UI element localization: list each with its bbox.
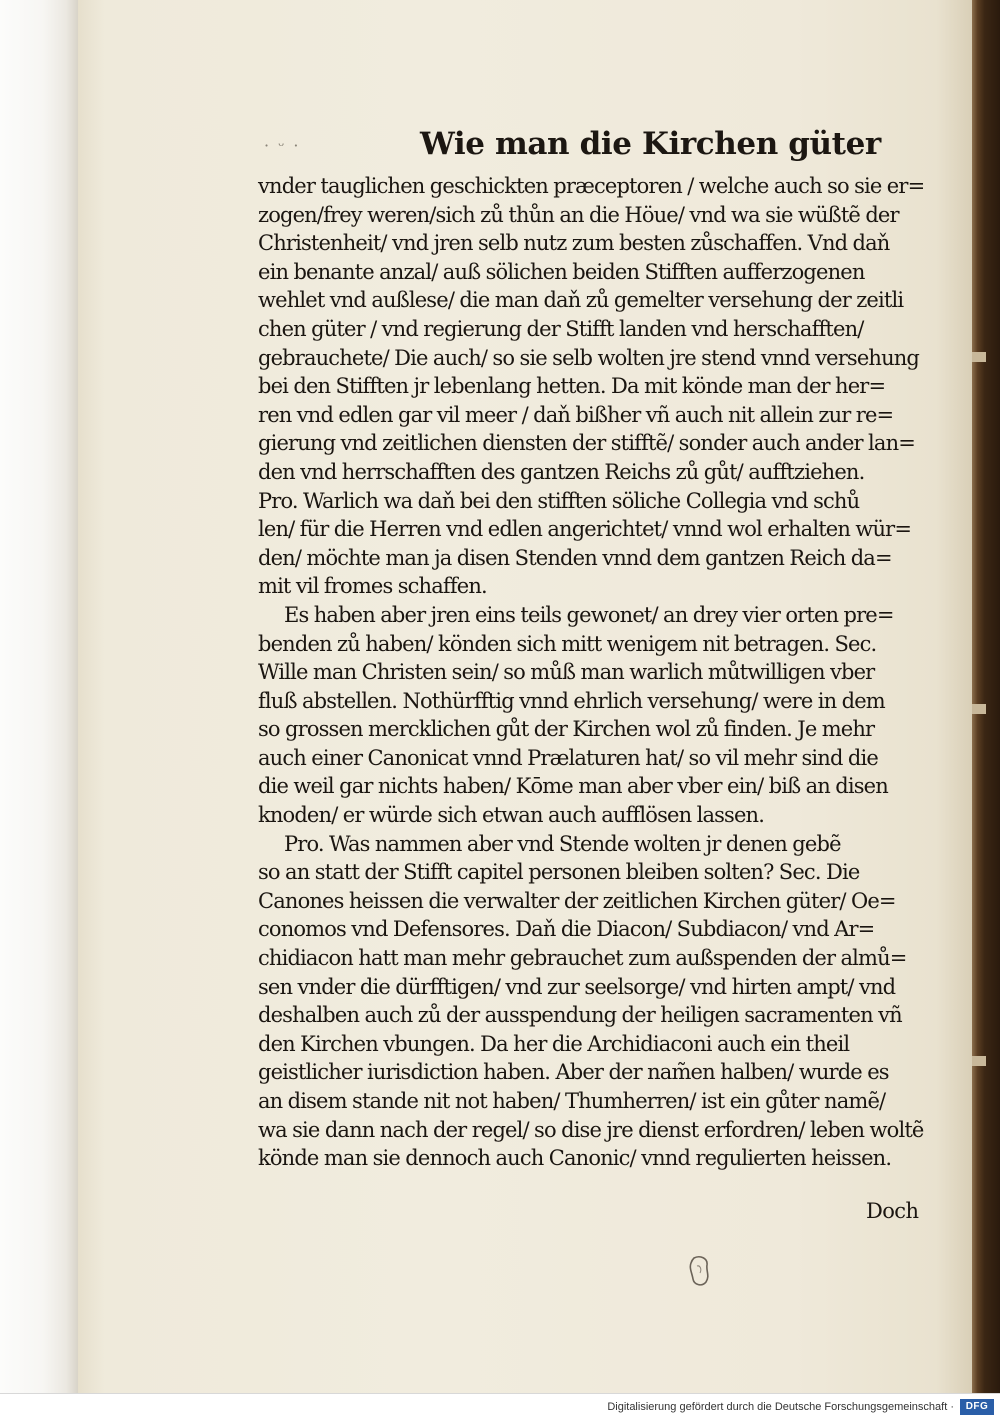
scan-margin [0,0,78,1393]
head-ornament-mark: · ᵕ · [264,136,301,155]
dfg-logo: DFG [960,1399,994,1415]
page-edge-notch [972,1056,986,1066]
text-line: könde man sie dennoch auch Canonic/ vnnd regulierten heissen. [258,1146,892,1171]
text-line: chen güter / vnd regierung der Stifft landen vnd herschafften/ [258,316,864,341]
text-line: die weil gar nichts haben/ Kōme man aber vber ein/ biß an disen [258,774,888,799]
text-line: fluß abstellen. Nothürfftig vnnd ehrlich versehung/ were in dem [258,688,885,713]
text-line: gierung vnd zeitlichen diensten der stifftẽ/ sonder auch ander lan= [258,431,916,456]
text-line: an disem stande nit not haben/ Thumherren/ ist ein gůter namẽ/ [258,1089,886,1113]
page-edge-notch [972,704,986,714]
page-edge [972,0,1000,1393]
text-line: len/ für die Herren vnd edlen angerichtet/ vnnd wol erhalten wür= [258,517,912,542]
text-line: den/ möchte man ja disen Stenden vnnd dem gantzen Reich da= [258,545,892,570]
text-line: geistlicher iurisdiction haben. Aber der nam̃en halben/ wurde es [258,1060,889,1085]
page-edge-notch [972,352,986,362]
text-line: auch einer Canonicat vnnd Prælaturen hat/ so vil mehr sind die [258,745,878,770]
text-line: zogen/frey weren/sich zů thůn an die Höue/ vnd wa sie wüßtẽ der [258,202,899,227]
text-line: ren vnd edlen gar vil meer / daň bißher vñ auch nit allein zur re= [258,402,894,427]
text-line: Christenheit/ vnd jren selb nutz zum besten zůschaffen. Vnd daň [258,231,890,256]
text-line: sen vnder die dürfftigen/ vnd zur seelsorge/ vnd hirten ampt/ vnd [258,974,896,999]
paper-stain-mark [686,1254,714,1288]
text-line: knoden/ er würde sich etwan auch aufflösen lassen. [258,803,765,828]
text-line: Canones heissen die verwalter der zeitlichen Kirchen güter/ Oe= [258,888,896,913]
text-line: Es haben aber jren eins teils gewonet/ an drey vier orten pre= [284,602,894,627]
text-line: so grossen mercklichen gůt der Kirchen wol zů finden. Je mehr [258,717,875,742]
text-line: chidiacon hatt man mehr gebrauchet zum außspenden der almů= [258,946,907,971]
text-line: wa sie dann nach der regel/ so dise jre dienst erfordren/ leben woltẽ [258,1117,924,1142]
text-line: mit vil fromes schaffen. [258,574,487,599]
text-line: den Kirchen vbungen. Da her die Archidiaconi auch ein theil [258,1031,850,1056]
text-line: conomos vnd Defensores. Daň die Diacon/ Subdiacon/ vnd Ar= [258,917,875,942]
text-line: Wille man Christen sein/ so můß man warlich můtwilligen vber [258,660,875,685]
text-line: benden zů haben/ könden sich mitt wenigem nit betragen. Sec. [258,631,877,656]
text-line: bei den Stifften jr lebenlang hetten. Da mit könde man der her= [258,374,886,399]
text-line: den vnd herrschafften des gantzen Reichs zů gůt/ aufftziehen. [258,459,865,484]
text-line: deshalben auch zů der ausspendung der heiligen sacramenten vñ [258,1003,902,1028]
funding-notice: Digitalisierung gefördert durch die Deutsche Forschungsgemeinschaft · [607,1401,954,1413]
running-head: Wie man die Kirchen güter [420,126,881,162]
text-line: wehlet vnd außlese/ die man daň zů gemelter versehung der zeitli [258,288,904,313]
body-text [258,172,948,1173]
digitization-footer [0,1393,1000,1421]
text-line: so an statt der Stifft capitel personen bleiben solten? Sec. Die [258,860,860,885]
text-line: vnder tauglichen geschickten præceptoren / welche auch so sie er= [258,174,925,198]
catchword: Doch [866,1199,919,1223]
text-line: Pro. Warlich wa daň bei den stifften söliche Collegia vnd schů [258,488,860,513]
text-line: ein benante anzal/ auß sölichen beiden Stifften aufferzogenen [258,259,865,284]
text-line: Pro. Was nammen aber vnd Stende wolten jr denen gebẽ [284,831,841,856]
text-line: gebrauchete/ Die auch/ so sie selb wolten jre stend vnnd versehung [258,345,920,370]
